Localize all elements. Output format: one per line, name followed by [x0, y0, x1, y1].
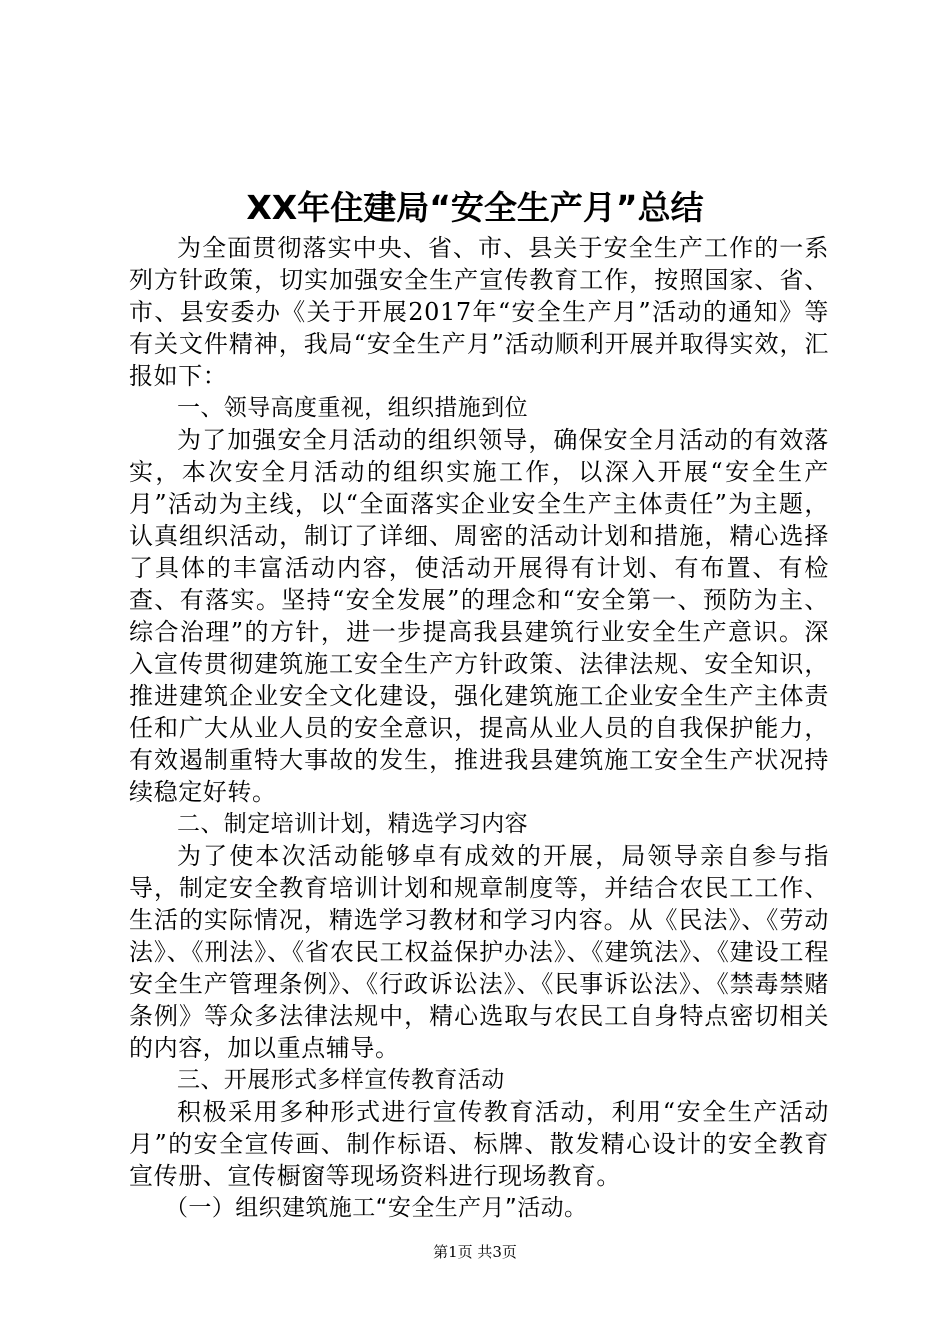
subsection-1-heading: （一）组织建筑施工“安全生产月”活动。 [165, 1195, 588, 1221]
section-1-paragraph: 为了加强安全月活动的组织领导，确保安全月活动的有效落实，本次安全月活动的组织实施工作，以深入开展“安全生产月”活动为主线，以“全面落实企业安全生产主体责任”为主题，认真组织活动，制订了详细、周密的活动计划和措施，精心选择了具体的丰富活动内容，使活动开展得有计划、有布置、有检查、有落实。坚持“安全发展”的理念和“安全第一、预防为主、综合治理”的方针，进一步提高我县建筑行业安全生产意识。深入宣传贯彻建筑施工安全生产方针政策、法律法规、安全知识，推进建筑企业安全文化建设，强化建筑施工企业安全生产主体责任和广大从业人员的安全意识，提高从业人员的自我保护能力，有效遏制重特大事故的发生，推进我县建筑施工安全生产状况持续稳定好转。 [129, 426, 829, 806]
section-3-paragraph: 积极采用多种形式进行宣传教育活动，利用“安全生产活动月”的安全宣传画、制作标语、标牌、散发精心设计的安全教育宣传册、宣传橱窗等现场资料进行现场教育。 [129, 1098, 829, 1190]
section-3-heading: 三、开展形式多样宣传教育活动 [177, 1067, 505, 1093]
section-2-heading: 二、制定培训计划，精选学习内容 [177, 811, 528, 837]
page-indicator: 第1页 共3页 [433, 1243, 517, 1261]
section-1-heading: 一、领导高度重视，组织措施到位 [177, 395, 528, 421]
document-body [129, 232, 829, 1224]
document-title: XX年住建局“安全生产月”总结 [246, 188, 704, 227]
section-2-paragraph: 为了使本次活动能够卓有成效的开展，局领导亲自参与指导，制定安全教育培训计划和规章制度等，并结合农民工工作、生活的实际情况，精选学习教材和学习内容。从《民法》、《劳动法》、《刑法》、《省农民工权益保护办法》、《建筑法》、《建设工程安全生产管理条例》、《行政诉讼法》、《民事诉讼法》、《禁毒禁赌条例》等众多法律法规中，精心选取与农民工自身特点密切相关的内容，加以重点辅导。 [129, 842, 829, 1062]
intro-paragraph: 为全面贯彻落实中央、省、市、县关于安全生产工作的一系列方针政策，切实加强安全生产宣传教育工作，按照国家、省、市、县安委办《关于开展2017年“安全生产月”活动的通知》等有关文件精神，我局“安全生产月”活动顺利开展并取得实效，汇报如下： [129, 234, 829, 390]
